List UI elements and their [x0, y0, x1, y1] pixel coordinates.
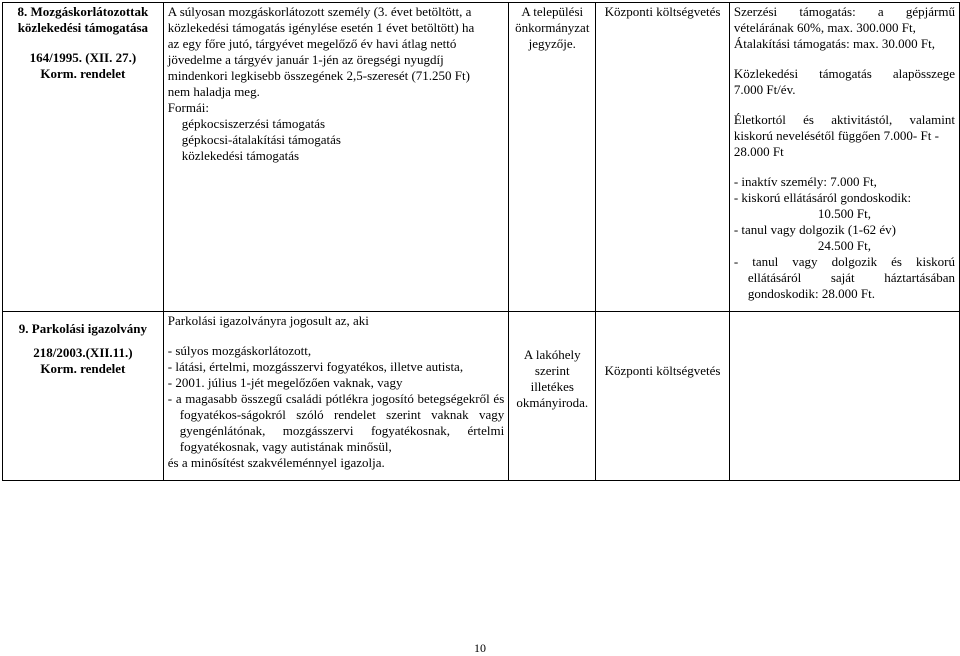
income-limit-amount: 71.250 Ft [415, 68, 466, 83]
funding-text: Központi költségvetés [604, 363, 721, 378]
benefit-title-cell [3, 312, 164, 481]
form-item: gépkocsiszerzési támogatás [181, 116, 326, 131]
page-number: 10 [474, 641, 486, 655]
conditions-cell [163, 3, 508, 312]
amount-text: 7.000 Ft/év. [733, 82, 796, 97]
amount-text: kiskorú nevelésétől függően 7.000- Ft - [733, 128, 939, 143]
law-reference: 218/2003.(XII.11.) [33, 345, 133, 360]
amount-text: Átalakítási támogatás: max. 30.000 Ft, [733, 36, 935, 51]
table-row [3, 3, 960, 312]
funding-cell [596, 3, 730, 312]
authority-cell [509, 312, 596, 481]
amount-text: Szerzési támogatás: a gépjármű [733, 4, 955, 19]
amount-list-item: gondoskodik: 28.000 Ft. [747, 286, 875, 301]
authority-text: A települési [521, 4, 584, 19]
amount-text: Életkortól és aktivitástól, valamint [733, 112, 955, 127]
eligibility-item: - súlyos mozgáskorlátozott, [167, 343, 312, 358]
condition-text: mindenkori legkisebb összegének 2,5-szeresét (71.250 Ft) [167, 68, 470, 83]
forms-label: Formái: [167, 100, 209, 115]
table-row [3, 312, 960, 481]
eligibility-intro: Parkolási igazolványra jogosult az, aki [167, 313, 369, 328]
amount-text: Közlekedési támogatás alapösszege [733, 66, 955, 81]
authority-text: önkormányzat [515, 20, 590, 35]
condition-text: A súlyosan mozgáskorlátozott személy (3. évet betöltött, a [167, 4, 472, 19]
condition-text: nem haladja meg. [167, 84, 260, 99]
purchase-max-amount: 300.000 Ft [856, 20, 913, 35]
condition-text: közlekedési támogatás igénylése esetén 1 évet betöltött) ha [167, 20, 475, 35]
authority-text: A lakóhely [523, 347, 581, 362]
conditions-cell [163, 312, 508, 481]
form-item: közlekedési támogatás [181, 148, 300, 163]
condition-text: az egy főre jutó, tárgyévet megelőző év havi átlag nettó [167, 36, 457, 51]
authority-text: okmányiroda. [516, 395, 589, 410]
funding-text: Központi költségvetés [604, 4, 721, 19]
eligibility-item: - 2001. július 1-jét megelőzően vaknak, vagy [167, 375, 403, 390]
authority-text: illetékes [530, 379, 574, 394]
transport-base-amount: 7.000 Ft/év [733, 82, 793, 97]
form-item: gépkocsi-átalakítási támogatás [181, 132, 341, 147]
amount-list-item: - tanul vagy dolgozik (1-62 év) [733, 222, 896, 237]
authority-text: szerint [534, 363, 570, 378]
range-amount: 7.000- Ft - [883, 128, 939, 143]
range-amount: 28.000 Ft [733, 144, 784, 159]
law-reference: Korm. rendelet [40, 361, 126, 376]
amount-text: vételárának 60%, max. 300.000 Ft, [733, 20, 916, 35]
law-reference: Korm. rendelet [40, 66, 126, 81]
amount-list-item: ellátásáról saját háztartásában [747, 270, 955, 285]
amount-list-item: - tanul vagy dolgozik és kiskorú [733, 254, 955, 269]
amount-list-item: - kiskorú ellátásáról gondoskodik: [733, 190, 912, 205]
condition-text: jövedelme a tárgyév január 1-jén az öregségi nyugdíj [167, 52, 444, 67]
authority-text: jegyzője. [528, 36, 576, 51]
amount-list-item: - inaktív személy: 7.000 Ft, [733, 174, 877, 189]
amount-cell [729, 312, 959, 481]
eligibility-item: - látási, értelmi, mozgásszervi fogyatékos, illetve autista, [167, 359, 464, 374]
benefit-title: 9. Parkolási igazolvány [18, 321, 147, 336]
amount-cell [729, 3, 959, 312]
authority-cell [509, 3, 596, 312]
conversion-max-amount: 30.000 Ft [881, 36, 932, 51]
funding-cell [596, 312, 730, 481]
eligibility-item: - a magasabb összegű családi pótlékra jogosító betegségekről és fogyatékos-ságokról szóló rendelet szerint vaknak vagy gyengénlátónak, mozgásszervi fogyatékosnak, értelmi fogyatékosnak, vagy autistának minősül, [167, 391, 505, 454]
amount-value: 24.500 Ft, [817, 238, 871, 253]
benefits-table [2, 2, 960, 481]
eligibility-closing: és a minősítést szakvéleménnyel igazolja. [167, 455, 385, 470]
benefit-title: 8. Mozgáskorlátozottak [17, 4, 149, 19]
benefit-title-cell [3, 3, 164, 312]
amount-value: 10.500 Ft, [817, 206, 871, 221]
law-reference: 164/1995. (XII. 27.) [29, 50, 137, 65]
benefit-title: közlekedési támogatása [17, 20, 149, 35]
